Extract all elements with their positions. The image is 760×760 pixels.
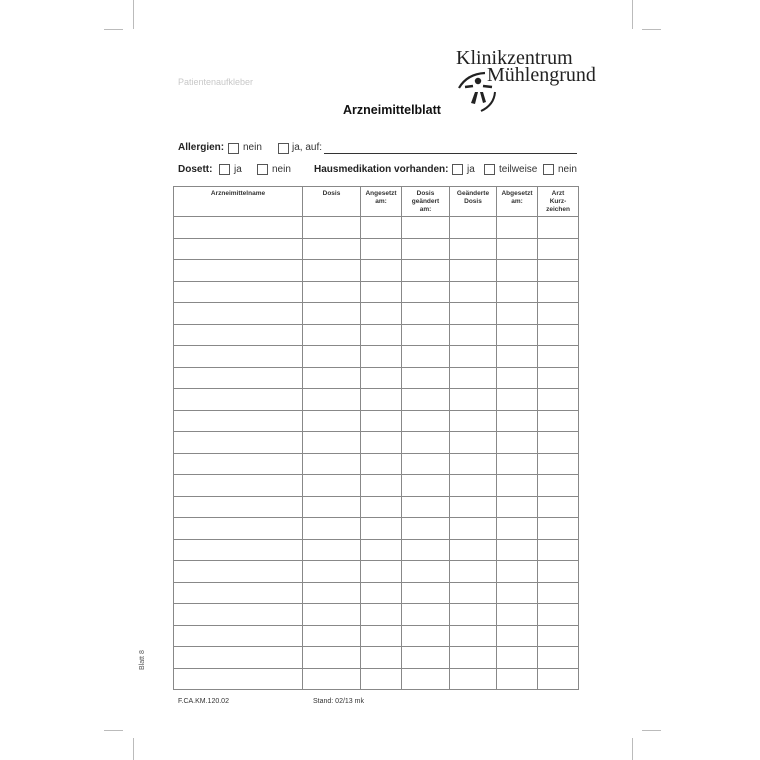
allergies-label: Allergien: xyxy=(178,142,225,153)
table-cell[interactable] xyxy=(402,561,450,583)
table-cell[interactable] xyxy=(538,346,579,368)
table-cell[interactable] xyxy=(497,281,538,303)
table-cell[interactable] xyxy=(402,303,450,325)
table-cell[interactable] xyxy=(538,281,579,303)
table-cell[interactable] xyxy=(174,367,303,389)
table-cell[interactable] xyxy=(497,496,538,518)
column-header-physician-initials xyxy=(538,187,579,217)
table-row xyxy=(174,604,579,626)
clinic-logo-figure-icon xyxy=(455,68,501,114)
table-cell[interactable] xyxy=(361,604,402,626)
table-cell[interactable] xyxy=(303,389,361,411)
table-row xyxy=(174,281,579,303)
table-cell[interactable] xyxy=(497,367,538,389)
table-cell[interactable] xyxy=(361,625,402,647)
sheet-number: Blatt 8 xyxy=(139,650,146,670)
table-cell[interactable] xyxy=(497,432,538,454)
home-medication-teilweise-label: teilweise xyxy=(499,164,538,175)
table-row xyxy=(174,518,579,540)
table-cell[interactable] xyxy=(361,238,402,260)
table-cell[interactable] xyxy=(450,324,497,346)
table-cell[interactable] xyxy=(303,367,361,389)
table-cell[interactable] xyxy=(361,432,402,454)
column-header-text: Arzneimittelname xyxy=(210,190,266,197)
table-cell[interactable] xyxy=(361,389,402,411)
column-header-text: Kurz- xyxy=(549,198,567,205)
table-cell[interactable] xyxy=(174,518,303,540)
table-cell[interactable] xyxy=(497,561,538,583)
table-cell[interactable] xyxy=(497,604,538,626)
table-cell[interactable] xyxy=(303,217,361,239)
table-cell[interactable] xyxy=(497,217,538,239)
column-header-stopped xyxy=(497,187,538,217)
table-cell[interactable] xyxy=(497,668,538,690)
table-cell[interactable] xyxy=(402,518,450,540)
table-row xyxy=(174,367,579,389)
table-cell[interactable] xyxy=(174,260,303,282)
table-cell[interactable] xyxy=(450,625,497,647)
crop-mark xyxy=(133,0,134,29)
column-header-dose-changed xyxy=(402,187,450,217)
table-cell[interactable] xyxy=(174,647,303,669)
table-cell[interactable] xyxy=(174,453,303,475)
table-row xyxy=(174,625,579,647)
table-cell[interactable] xyxy=(303,432,361,454)
table-cell[interactable] xyxy=(303,582,361,604)
table-cell[interactable] xyxy=(303,346,361,368)
table-cell[interactable] xyxy=(497,518,538,540)
table-cell[interactable] xyxy=(361,260,402,282)
table-row xyxy=(174,582,579,604)
crop-mark xyxy=(632,738,633,760)
table-cell[interactable] xyxy=(402,604,450,626)
column-header-text: zeichen xyxy=(546,206,570,213)
table-cell[interactable] xyxy=(497,475,538,497)
table-cell[interactable] xyxy=(303,324,361,346)
table-cell[interactable] xyxy=(402,324,450,346)
table-cell[interactable] xyxy=(538,238,579,260)
logo-text-line2: Mühlengrund xyxy=(487,64,596,86)
table-cell[interactable] xyxy=(450,217,497,239)
table-cell[interactable] xyxy=(538,303,579,325)
table-cell[interactable] xyxy=(538,324,579,346)
table-cell[interactable] xyxy=(497,625,538,647)
crop-mark xyxy=(133,738,134,760)
table-cell[interactable] xyxy=(303,260,361,282)
table-cell[interactable] xyxy=(497,238,538,260)
table-cell[interactable] xyxy=(361,668,402,690)
table-cell[interactable] xyxy=(174,432,303,454)
table-cell[interactable] xyxy=(538,518,579,540)
table-cell[interactable] xyxy=(174,475,303,497)
table-cell[interactable] xyxy=(361,475,402,497)
column-header-text: am: xyxy=(511,198,523,205)
table-cell[interactable] xyxy=(361,561,402,583)
table-cell[interactable] xyxy=(174,539,303,561)
table-cell[interactable] xyxy=(303,496,361,518)
table-cell[interactable] xyxy=(303,625,361,647)
table-cell[interactable] xyxy=(450,539,497,561)
home-medication-label: Hausmedikation vorhanden: xyxy=(314,164,449,175)
table-cell[interactable] xyxy=(450,367,497,389)
table-cell[interactable] xyxy=(538,561,579,583)
table-cell[interactable] xyxy=(450,238,497,260)
table-cell[interactable] xyxy=(402,668,450,690)
form-code: F.CA.KM.120.02 xyxy=(178,698,229,705)
table-row xyxy=(174,539,579,561)
table-cell[interactable] xyxy=(538,539,579,561)
table-cell[interactable] xyxy=(538,260,579,282)
table-cell[interactable] xyxy=(450,496,497,518)
table-cell[interactable] xyxy=(303,604,361,626)
table-cell[interactable] xyxy=(450,604,497,626)
column-header-dose xyxy=(303,187,361,217)
table-cell[interactable] xyxy=(174,303,303,325)
table-cell[interactable] xyxy=(538,496,579,518)
table-cell[interactable] xyxy=(538,367,579,389)
table-cell[interactable] xyxy=(174,238,303,260)
table-cell[interactable] xyxy=(402,453,450,475)
home-medication-nein-checkbox[interactable] xyxy=(543,164,554,175)
table-cell[interactable] xyxy=(538,410,579,432)
revision-stamp: Stand: 02/13 mk xyxy=(313,698,364,705)
table-cell[interactable] xyxy=(497,647,538,669)
table-row xyxy=(174,432,579,454)
table-cell[interactable] xyxy=(303,668,361,690)
table-cell[interactable] xyxy=(303,410,361,432)
home-medication-teilweise-checkbox[interactable] xyxy=(484,164,495,175)
table-cell[interactable] xyxy=(538,453,579,475)
table-cell[interactable] xyxy=(450,260,497,282)
table-cell[interactable] xyxy=(303,518,361,540)
table-row xyxy=(174,496,579,518)
table-cell[interactable] xyxy=(174,582,303,604)
table-cell[interactable] xyxy=(450,475,497,497)
table-cell[interactable] xyxy=(361,217,402,239)
table-row xyxy=(174,561,579,583)
home-medication-ja-label: ja xyxy=(467,164,475,175)
table-row xyxy=(174,303,579,325)
column-header-text: am: xyxy=(419,206,432,213)
allergies-ja-checkbox[interactable] xyxy=(278,143,289,154)
table-row xyxy=(174,475,579,497)
table-cell[interactable] xyxy=(174,324,303,346)
table-cell[interactable] xyxy=(497,260,538,282)
table-cell[interactable] xyxy=(450,410,497,432)
patient-sticker-placeholder: Patientenaufkleber xyxy=(178,77,254,87)
table-cell[interactable] xyxy=(497,410,538,432)
home-medication-nein-label: nein xyxy=(558,164,577,175)
table-cell[interactable] xyxy=(497,453,538,475)
table-cell[interactable] xyxy=(538,432,579,454)
table-cell[interactable] xyxy=(174,217,303,239)
dosett-ja-label: ja xyxy=(234,164,242,175)
column-header-changed-dose xyxy=(450,187,497,217)
column-header-started xyxy=(361,187,402,217)
column-header-drug-name xyxy=(174,187,303,217)
table-cell[interactable] xyxy=(402,238,450,260)
table-cell[interactable] xyxy=(450,668,497,690)
table-cell[interactable] xyxy=(538,647,579,669)
table-cell[interactable] xyxy=(361,324,402,346)
table-cell[interactable] xyxy=(402,367,450,389)
column-header-text: Angesetzt xyxy=(365,190,397,197)
table-cell[interactable] xyxy=(361,518,402,540)
table-cell[interactable] xyxy=(450,389,497,411)
table-cell[interactable] xyxy=(361,539,402,561)
crop-mark xyxy=(642,29,661,30)
table-cell[interactable] xyxy=(174,561,303,583)
table-cell[interactable] xyxy=(361,410,402,432)
table-cell[interactable] xyxy=(303,561,361,583)
column-header-text: am: xyxy=(375,198,387,205)
table-cell[interactable] xyxy=(174,625,303,647)
table-cell[interactable] xyxy=(174,281,303,303)
table-cell[interactable] xyxy=(402,647,450,669)
table-cell[interactable] xyxy=(303,647,361,669)
page-title: Arzneimittelblatt xyxy=(343,103,441,117)
table-row xyxy=(174,324,579,346)
table-cell[interactable] xyxy=(174,410,303,432)
table-cell[interactable] xyxy=(497,346,538,368)
table-row xyxy=(174,410,579,432)
table-cell[interactable] xyxy=(497,303,538,325)
column-header-text: Geänderte xyxy=(456,190,490,197)
table-cell[interactable] xyxy=(450,453,497,475)
table-cell[interactable] xyxy=(361,496,402,518)
logo-text-line1: Klinikzentrum xyxy=(456,47,573,69)
table-cell[interactable] xyxy=(402,389,450,411)
table-cell[interactable] xyxy=(402,281,450,303)
table-row xyxy=(174,346,579,368)
table-cell[interactable] xyxy=(402,410,450,432)
table-cell[interactable] xyxy=(303,238,361,260)
table-cell[interactable] xyxy=(174,346,303,368)
table-cell[interactable] xyxy=(497,582,538,604)
table-cell[interactable] xyxy=(402,496,450,518)
crop-mark xyxy=(104,730,123,731)
table-cell[interactable] xyxy=(402,260,450,282)
table-cell[interactable] xyxy=(402,539,450,561)
table-cell[interactable] xyxy=(402,582,450,604)
table-cell[interactable] xyxy=(538,475,579,497)
home-medication-ja-checkbox[interactable] xyxy=(452,164,463,175)
column-header-text: Dosis xyxy=(464,198,482,205)
table-cell[interactable] xyxy=(361,367,402,389)
table-cell[interactable] xyxy=(450,432,497,454)
allergies-detail-field[interactable] xyxy=(324,153,577,154)
table-cell[interactable] xyxy=(402,346,450,368)
table-cell[interactable] xyxy=(450,561,497,583)
table-row xyxy=(174,260,579,282)
crop-mark xyxy=(632,0,633,29)
table-cell[interactable] xyxy=(303,539,361,561)
table-cell[interactable] xyxy=(174,389,303,411)
column-header-text: Dosis xyxy=(416,190,435,197)
table-cell[interactable] xyxy=(538,389,579,411)
dosett-label: Dosett: xyxy=(178,164,213,175)
table-cell[interactable] xyxy=(450,518,497,540)
table-cell[interactable] xyxy=(497,389,538,411)
allergies-nein-checkbox[interactable] xyxy=(228,143,239,154)
table-cell[interactable] xyxy=(361,582,402,604)
dosett-nein-label: nein xyxy=(272,164,291,175)
table-cell[interactable] xyxy=(174,668,303,690)
dosett-ja-checkbox[interactable] xyxy=(219,164,230,175)
table-row xyxy=(174,668,579,690)
table-row xyxy=(174,389,579,411)
table-row xyxy=(174,238,579,260)
medication-table xyxy=(173,186,579,690)
table-cell[interactable] xyxy=(450,303,497,325)
table-row xyxy=(174,453,579,475)
dosett-nein-checkbox[interactable] xyxy=(257,164,268,175)
table-cell[interactable] xyxy=(402,217,450,239)
table-cell[interactable] xyxy=(361,303,402,325)
table-cell[interactable] xyxy=(402,625,450,647)
allergies-nein-label: nein xyxy=(243,142,262,153)
table-cell[interactable] xyxy=(538,668,579,690)
column-header-text: Arzt xyxy=(551,190,565,197)
column-header-text: Abgesetzt xyxy=(501,190,533,197)
allergies-ja-label: ja, auf: xyxy=(292,142,323,153)
table-cell[interactable] xyxy=(538,625,579,647)
table-cell[interactable] xyxy=(303,303,361,325)
table-cell[interactable] xyxy=(450,281,497,303)
table-row xyxy=(174,647,579,669)
table-header-row xyxy=(174,187,579,217)
table-cell[interactable] xyxy=(497,539,538,561)
table-cell[interactable] xyxy=(538,217,579,239)
crop-mark xyxy=(642,730,661,731)
table-cell[interactable] xyxy=(303,475,361,497)
table-cell[interactable] xyxy=(538,582,579,604)
table-cell[interactable] xyxy=(450,647,497,669)
table-cell[interactable] xyxy=(174,496,303,518)
table-cell[interactable] xyxy=(303,281,361,303)
table-cell[interactable] xyxy=(361,346,402,368)
table-cell[interactable] xyxy=(497,324,538,346)
table-cell[interactable] xyxy=(538,604,579,626)
column-header-text: geändert xyxy=(411,198,440,205)
table-cell[interactable] xyxy=(303,453,361,475)
column-header-text: Dosis xyxy=(322,190,341,197)
table-cell[interactable] xyxy=(361,453,402,475)
table-row xyxy=(174,217,579,239)
table-cell[interactable] xyxy=(174,604,303,626)
table-cell[interactable] xyxy=(450,346,497,368)
crop-mark xyxy=(104,29,123,30)
table-cell[interactable] xyxy=(361,647,402,669)
table-cell[interactable] xyxy=(402,475,450,497)
table-cell[interactable] xyxy=(402,432,450,454)
table-cell[interactable] xyxy=(450,582,497,604)
table-cell[interactable] xyxy=(361,281,402,303)
